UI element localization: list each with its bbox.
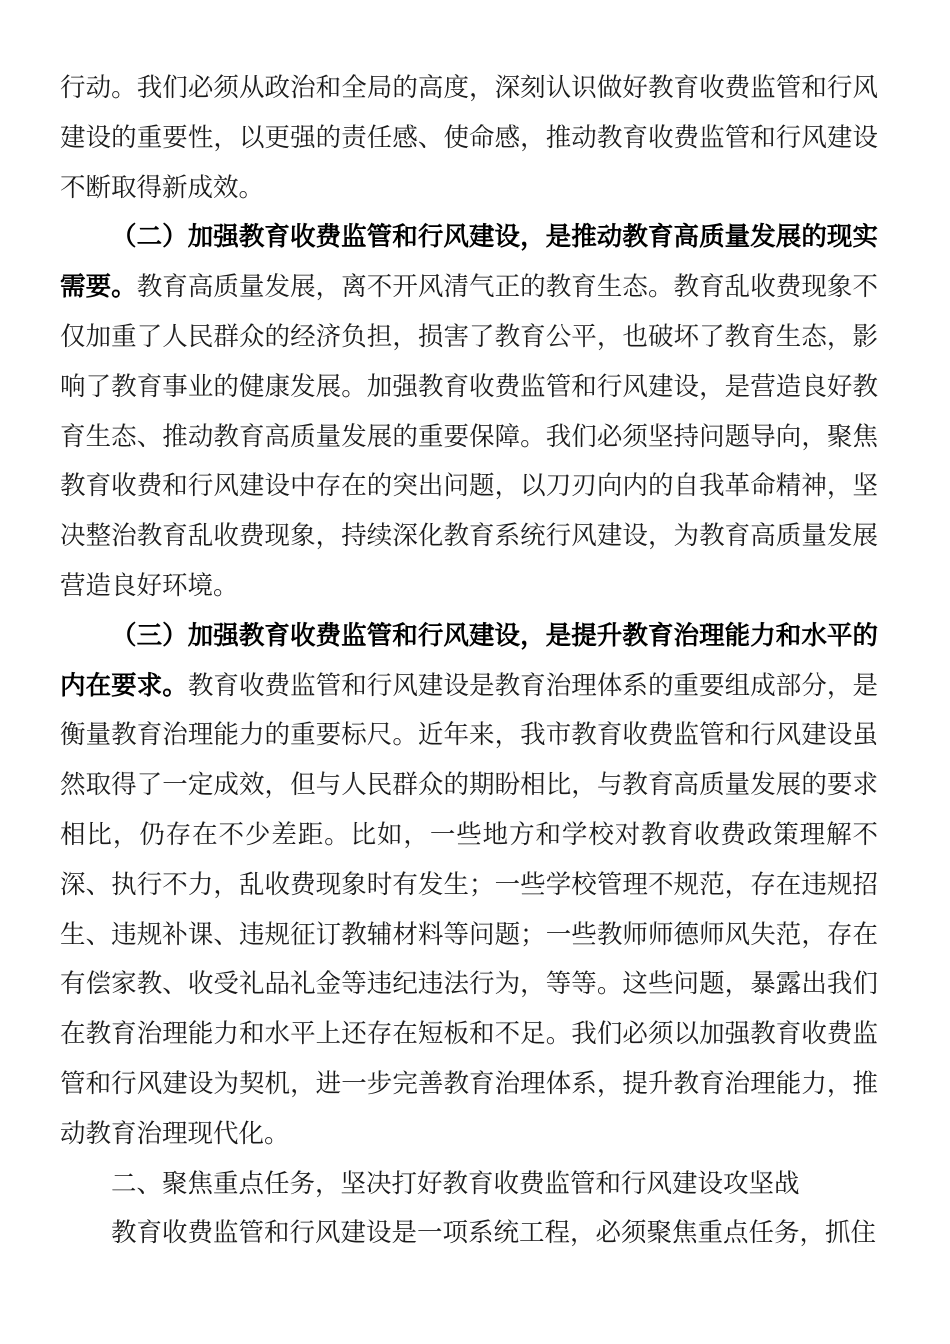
paragraph-section-two — [60, 213, 878, 611]
section-heading-two — [60, 1160, 878, 1210]
paragraph-continuation — [60, 64, 878, 213]
paragraph-section-body — [60, 1209, 878, 1259]
paragraph-text: 教育高质量发展，离不开风清气正的教育生态。教育乱收费现象不仅加重了人民群众的经济负担，损害了教育公平，也破坏了教育生态，影响了教育事业的健康发展。加强教育收费监管和行风建设，是营造良好教育生态、推动教育高质量发展的重要保障。我们必须坚持问题导向，聚焦教育收费和行风建设中存在的突出问题，以刀刃向内的自我革命精神，坚决整治教育乱收费现象，持续深化教育系统行风建设，为教育高质量发展营造良好环境。 — [60, 272, 878, 601]
paragraph-text: 教育收费监管和行风建设是一项系统工程，必须聚焦重点任务，抓住 — [111, 1218, 877, 1249]
paragraph-section-three — [60, 612, 878, 1160]
paragraph-lead-heading: （三）加强教育收费监管和行风建设，是提升教育治理能力和水平的内在要求。 — [60, 620, 878, 701]
paragraph-text: 行动。我们必须从政治和全局的高度，深刻认识做好教育收费监管和行风建设的重要性，以更强的责任感、使命感，推动教育收费监管和行风建设不断取得新成效。 — [60, 73, 878, 203]
section-heading-text: 二、聚焦重点任务，坚决打好教育收费监管和行风建设攻坚战 — [111, 1168, 800, 1199]
paragraph-lead-heading: （二）加强教育收费监管和行风建设，是推动教育高质量发展的现实需要。 — [60, 222, 878, 303]
paragraph-text: 教育收费监管和行风建设是教育治理体系的重要组成部分，是衡量教育治理能力的重要标尺。近年来，我市教育收费监管和行风建设虽然取得了一定成效，但与人民群众的期盼相比，与教育高质量发展的要求相比，仍存在不少差距。比如，一些地方和学校对教育收费政策理解不深、执行不力，乱收费现象时有发生；一些学校管理不规范，存在违规招生、违规补课、违规征订教辅材料等问题；一些教师师德师风失范，存在有偿家教、收受礼品礼金等违纪违法行为，等等。这些问题，暴露出我们在教育治理能力和水平上还存在短板和不足。我们必须以加强教育收费监管和行风建设为契机，进一步完善教育治理体系，提升教育治理能力，推动教育治理现代化。 — [60, 670, 878, 1149]
